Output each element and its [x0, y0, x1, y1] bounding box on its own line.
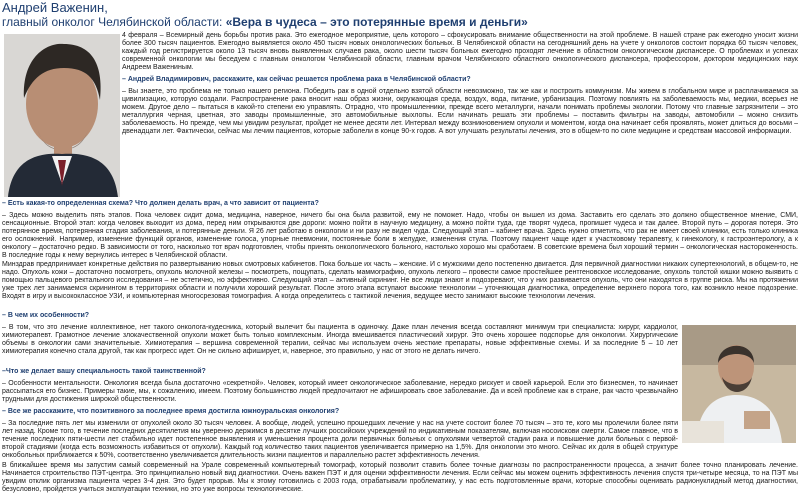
- answer-2: – Здесь можно выделить пять этапов. Пока человек сидит дома, медицина, наверное, ничего бы она была развитой, ему не поможет. Надо, чтобы он вышел из дома. Заставить его сделать это должно общественное мнение, СМИ, сенсационные. Второй этап: когда человек выходит из дома, перед ним открываются две дороги: можно пойти в научную медицину, а можно пойти туда, где творят чудеса, пропишет чудеса и так далее. Второй путь – дорогая потеря. Это потерянное время, потерянная стадия заболевания, и потерянные деньги. Я 26 лет работаю в онкологии и ни разу не видел чуда. Следующий этап – кабинет врача. Здесь нужно отметить, что рак не имеет своей клиники, есть только клиника его осложнений. Например, изменение функций органов, изменение голоса, упорные пневмонии, постоянные боли в желудке, изменения стула. Поэтому пациент чаще идет к участковому терапевту, к гинекологу, к гастроэнтерологу, а к онкологу – достаточно редко. В зависимости от того, насколько тот врач подготовлен, чтобы принять онкологического больного, настолько хорошо мы сработаем. В советские времена был хороший термин – онкологическая настороженность. В последние годы к нему вернулись интерес в Челябинской области.: [2, 212, 798, 260]
- portrait-photo: [4, 34, 120, 197]
- subtitle-prefix: главный онколог Челябинской области:: [2, 15, 226, 29]
- answer-4: – Особенности ментальности. Онкология всегда была достаточно «секретной». Человек, который имеет онкологическое заболевание, нередко рискует и своей карьерой. Если это бизнесмен, то начинает рассыпаться его бизнес. Примеры такие, мы, к сожалению, имеем. Поэтому большинство людей предпочитают не афишировать свое заболевание. Да и всей проблеме как в стране, рак часто чрезвычайно трудными для достижения широкой общественности.: [2, 380, 678, 404]
- answer-5: – За последние пять лет мы изменили от опухолей около 30 тысяч человек. А вообще, людей, успешно прошедших лечение у нас на учете состоит более 70 тысяч – это те, кого мы пролечили более пяти лет назад. Кроме того, в течение последних десятилетия мы уверенно держимся в десятке лучших российских учреждений по индикативным показателям, включая носоискови смерти. Самое главное, что в течение последних пяти-шести лет стабильно идет постепенное выявления и уменьшения процента доли первичных больных с опухолями четвертой стадии рака и повышение доли больных с первой-второй стадиями (когда есть возможность избавиться от опухоли). Каждый год количество таких пациентов увеличивается примерно на 1,5%. Для онкологии это много. Сейчас их доля в общей структуре онкобольных приближается к 50%, соответственно увеличивается длительность жизни пациентов и параллельно растет эффективность лечения.: [2, 420, 678, 460]
- intro-paragraph: 4 февраля – Всемирный день борьбы против рака. Это ежегодное мероприятие, цель которого – сфокусировать внимание общественности на этой проблеме. В нашей стране рак ежегодно уносит жизни более 300 тысяч пациентов. Ежегодно выявляется около 450 тысяч новых онкологических больных. В Челябинской области на сегодняшний день на учете у онкологов состоит порядка 60 тысяч человек, каждый год регистрируется около 13 тысяч вновь выявленных случаев рака, около шести тысяч больных ежегодно проходят лечение в областном онкологическом диспансере. О проблемах и успехах современной онкологии мы беседуем с главным онкологом Челябинской области, главным врачом Челябинского областного онкологического диспансера, профессором, доктором медицинских наук Андреем Важениным.: [122, 32, 798, 72]
- doctor-photo: [682, 325, 796, 443]
- question-4: –Что же делает вашу специальность такой таинственной?: [2, 368, 206, 375]
- answer-5-continued: В ближайшее время мы запустим самый современный на Урале современный компьютерный томограф, который позволит ставить более точные диагнозы по распространенности процесса, а значит более точно планировать лечение. Начинается строительство ПЭТ-центра. Это принципиально новый вид диагностики. Очень важен ПЭТ и для оценки эффективности лечения. Если сейчас мы можем оценить эффективность лечения спустя три-четыре месяца, то на ПЭТ мы увидим отклик организма пациента через 3-4 дня. Это будет прорыв. Мы к этому готовились с 2003 года, отрабатывали проблематику, у нас есть подготовленные врачи, которые способны оценивать радионуклидный метод диагностики, безусловно, пройдется учиться эксплуатации техники, но это уже вопросы технологические.: [2, 462, 798, 494]
- question-3: – В чем их особенности?: [2, 312, 90, 319]
- article-header: [2, 1, 798, 29]
- answer-3: – В том, что это лечение коллективное, нет такого онколога-кудесника, который вылечит бы пациента в одиночку. Даже план лечения всегда составляют минимум три специалиста: хирург, кардиолог, химиотерапевт. Грамотное лечение злокачественной опухоли может быть только комплексным. Иногда вмешивается пластический хирург. Это очень хорошее подспорье для онкологии. Хирургические объемы в онкологии сами значительные. Химиотерапия – вершина современной терапии, сейчас мы используем очень жесткие препараты, новые эффективные схемы. И за последние 5 – 10 лет химиотерапия конечно стала другой, так как прогресс идет. Он не сильно афиширует, и, наверное, это правильно, у нас от этого не делать ничего.: [2, 324, 678, 356]
- question-5: – Все же расскажите, что позитивного за последнее время достигла южноуральская онкология?: [2, 408, 340, 415]
- subtitle-quote: «Вера в чудеса – это потерянные время и деньги»: [225, 15, 528, 29]
- answer-2-continued: Минздрав предпринимает конкретные действия по развертыванию новых смотровых кабинетов. Пока больше их часть – женские. И с мужскими дело постепенно двигается. Для первичной диагностики никаких супертехнологий, в общем-то, не надо. Опухоль кожи – достаточно посмотреть, опухоль молочной железы – посмотреть, пощупать, сделать маммографию, опухоль легкого – провести самое простейшее рентгеновское исследование, опухоль толстой кишки можно выявить с помощью пальцевого ректального исследования – не эстетично, но эффективно. Следующий этап – активный скрининг. Не все люди знают и подозревают, что у них развивается опухоль, что они находятся в группе риска. Мы на протяжении уже трех лет занимаемся скринингом в территориях области и получили хороший результат. После этого этапа вступают высокие технологии – уточняющая диагностика, определение верхнего порога того, как возникло некое подозрение. Входят в игру и высококлассное УЗИ, и компьютерная многосрезовая томография. А когда определитесь с тактикой лечения, ведущее место занимают высокие технологии лечения.: [2, 261, 798, 301]
- question-2: – Есть какая-то определенная схема? Что должен делать врач, а что зависит от пациента?: [2, 200, 319, 207]
- question-1: – Андрей Владимирович, расскажите, как сейчас решается проблема рака в Челябинской области?: [122, 76, 471, 84]
- article-subtitle: [2, 15, 798, 29]
- intro-column: [122, 32, 798, 136]
- author-name: Андрей Важенин,: [2, 0, 108, 15]
- answer-1: – Вы знаете, это проблема не только нашего региона. Победить рак в одной отдельно взятой области невозможно, так же как и построить коммунизм. Мы живем в глобальном мире и расплачиваемся за цивилизацию, которую создали. Распространение рака вносит наш образ жизни, окружающая среда, воздух, вода, питание, урбанизация. Поэтому повлиять на заболеваемость мы, медики, всерьез не можем. Другое дело – пытаться в какой-то степени ею управлять. Отрадно, что промышленники, прежде всего металлурги, начали понимать проблемы экологии. Потому что главные загрязнители – это металлургия черная, цветная, это заводы промышленные, это автомобильные выхлопы. Если начинать решать эти проблемы – поставить фильтры на заводы, автомобили – можно снизить заболеваемость. Но прежде, чем мы увидим результат, пройдет не менее десяти лет. Интервал между возникновением опухоли и моментом, когда она начинает себя проявлять, может длиться до восьми – двенадцати лет. Фактически, сейчас мы лечим пациентов, которые заболели в конце 90-х годов. А вот улучшать результаты лечения, это в общем-то по силе медицине и средствам массовой информации.: [122, 87, 798, 135]
